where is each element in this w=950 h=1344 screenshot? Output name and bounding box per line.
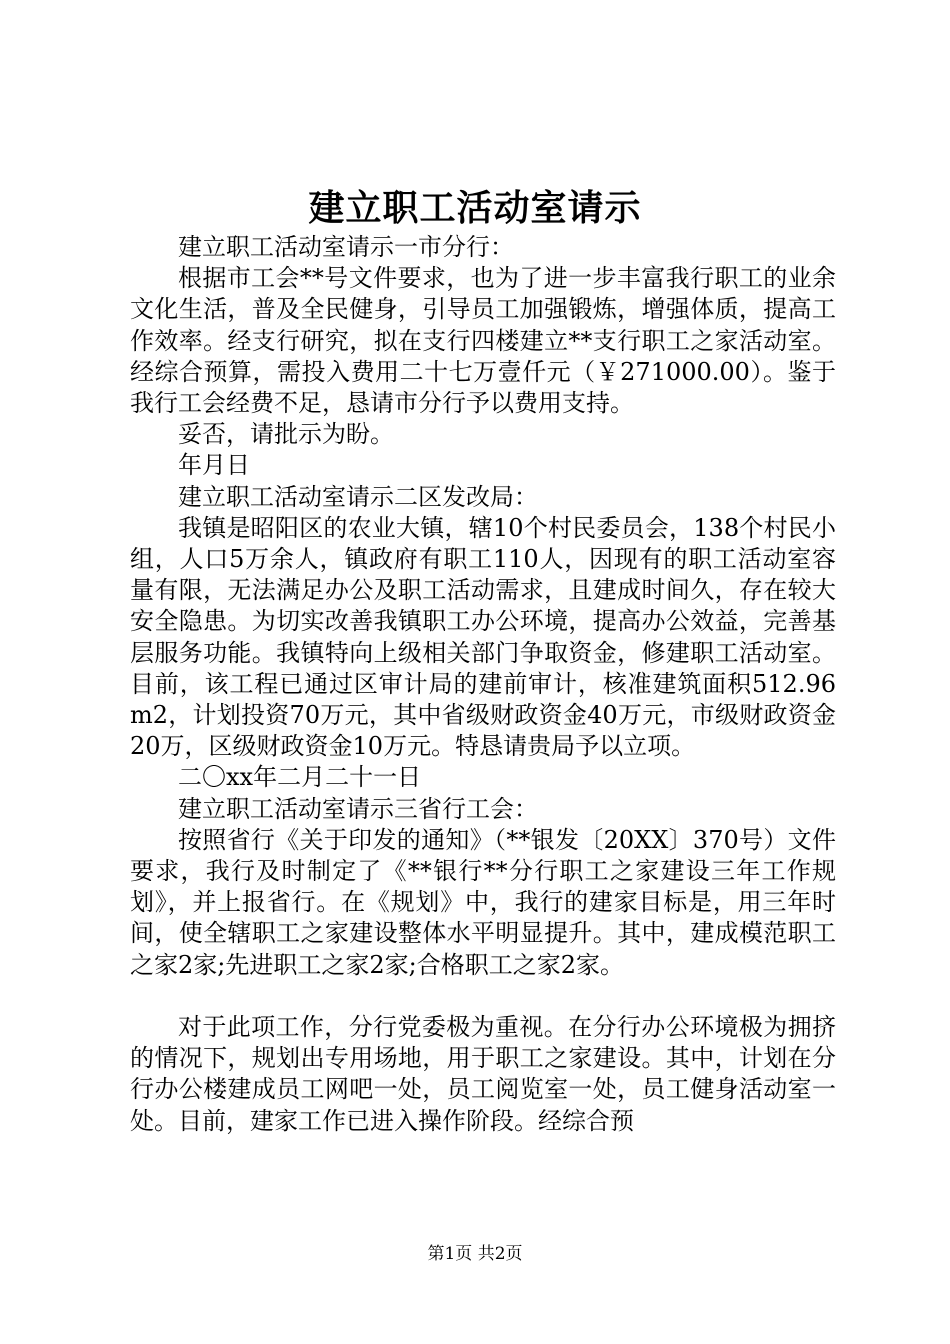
paragraph-request-3-continued: 对于此项工作，分行党委极为重视。在分行办公环境极为拥挤的情况下，规划出专用场地，用于职工之家建设。其中，计划在分行办公楼建成员工网吧一处，员工阅览室一处，员工健身活动室一处。目前，建家工作已进入操作阶段。经综合预 — [130, 1013, 836, 1135]
paragraph-date-1: 年月日 — [178, 451, 250, 480]
paragraph-salutation-2: 建立职工活动室请示二区发改局： — [178, 482, 538, 511]
paragraph-closing-1: 妥否，请批示为盼。 — [178, 420, 394, 449]
paragraph-date-2: 二〇xx年二月二十一日 — [178, 763, 422, 792]
paragraph-request-1: 根据市工会**号文件要求，也为了进一步丰富我行职工的业余文化生活，普及全民健身，引导员工加强锻炼，增强体质，提高工作效率。经支行研究，拟在支行四楼建立**支行职工之家活动室。经综合预算，需投入费用二十七万壹仟元（￥271000.00）。鉴于我行工会经费不足，恳请市分行予以费用支持。 — [130, 264, 836, 418]
document-body — [130, 232, 836, 1137]
paragraph-salutation-3: 建立职工活动室请示三省行工会： — [178, 794, 538, 823]
page-footer: 第1页 共2页 — [427, 1244, 523, 1264]
paragraph-spacer — [130, 981, 836, 1012]
paragraph-salutation-1: 建立职工活动室请示一市分行： — [178, 233, 514, 261]
paragraph-request-3: 按照省行《关于印发的通知》（**银发〔20XX〕370号）文件要求，我行及时制定了《**银行**分行职工之家建设三年工作规划》，并上报省行。在《规划》中，我行的建家目标是，用三年时间，使全辖职工之家建设整体水平明显提升。其中，建成模范职工之家2家;先进职工之家2家;合格职工之家2家。 — [130, 825, 836, 979]
paragraph-request-2: 我镇是昭阳区的农业大镇，辖10个村民委员会，138个村民小组，人口5万余人，镇政府有职工110人，因现有的职工活动室容量有限，无法满足办公及职工活动需求，且建成时间久，存在较大安全隐患。为切实改善我镇职工办公环境，提高办公效益，完善基层服务功能。我镇特向上级相关部门争取资金，修建职工活动室。目前，该工程已通过区审计局的建前审计，核准建筑面积512.96m2，计划投资70万元，其中省级财政资金40万元，市级财政资金20万，区级财政资金10万元。特恳请贵局予以立项。 — [130, 513, 836, 761]
document-title: 建立职工活动室请示 — [308, 188, 642, 229]
